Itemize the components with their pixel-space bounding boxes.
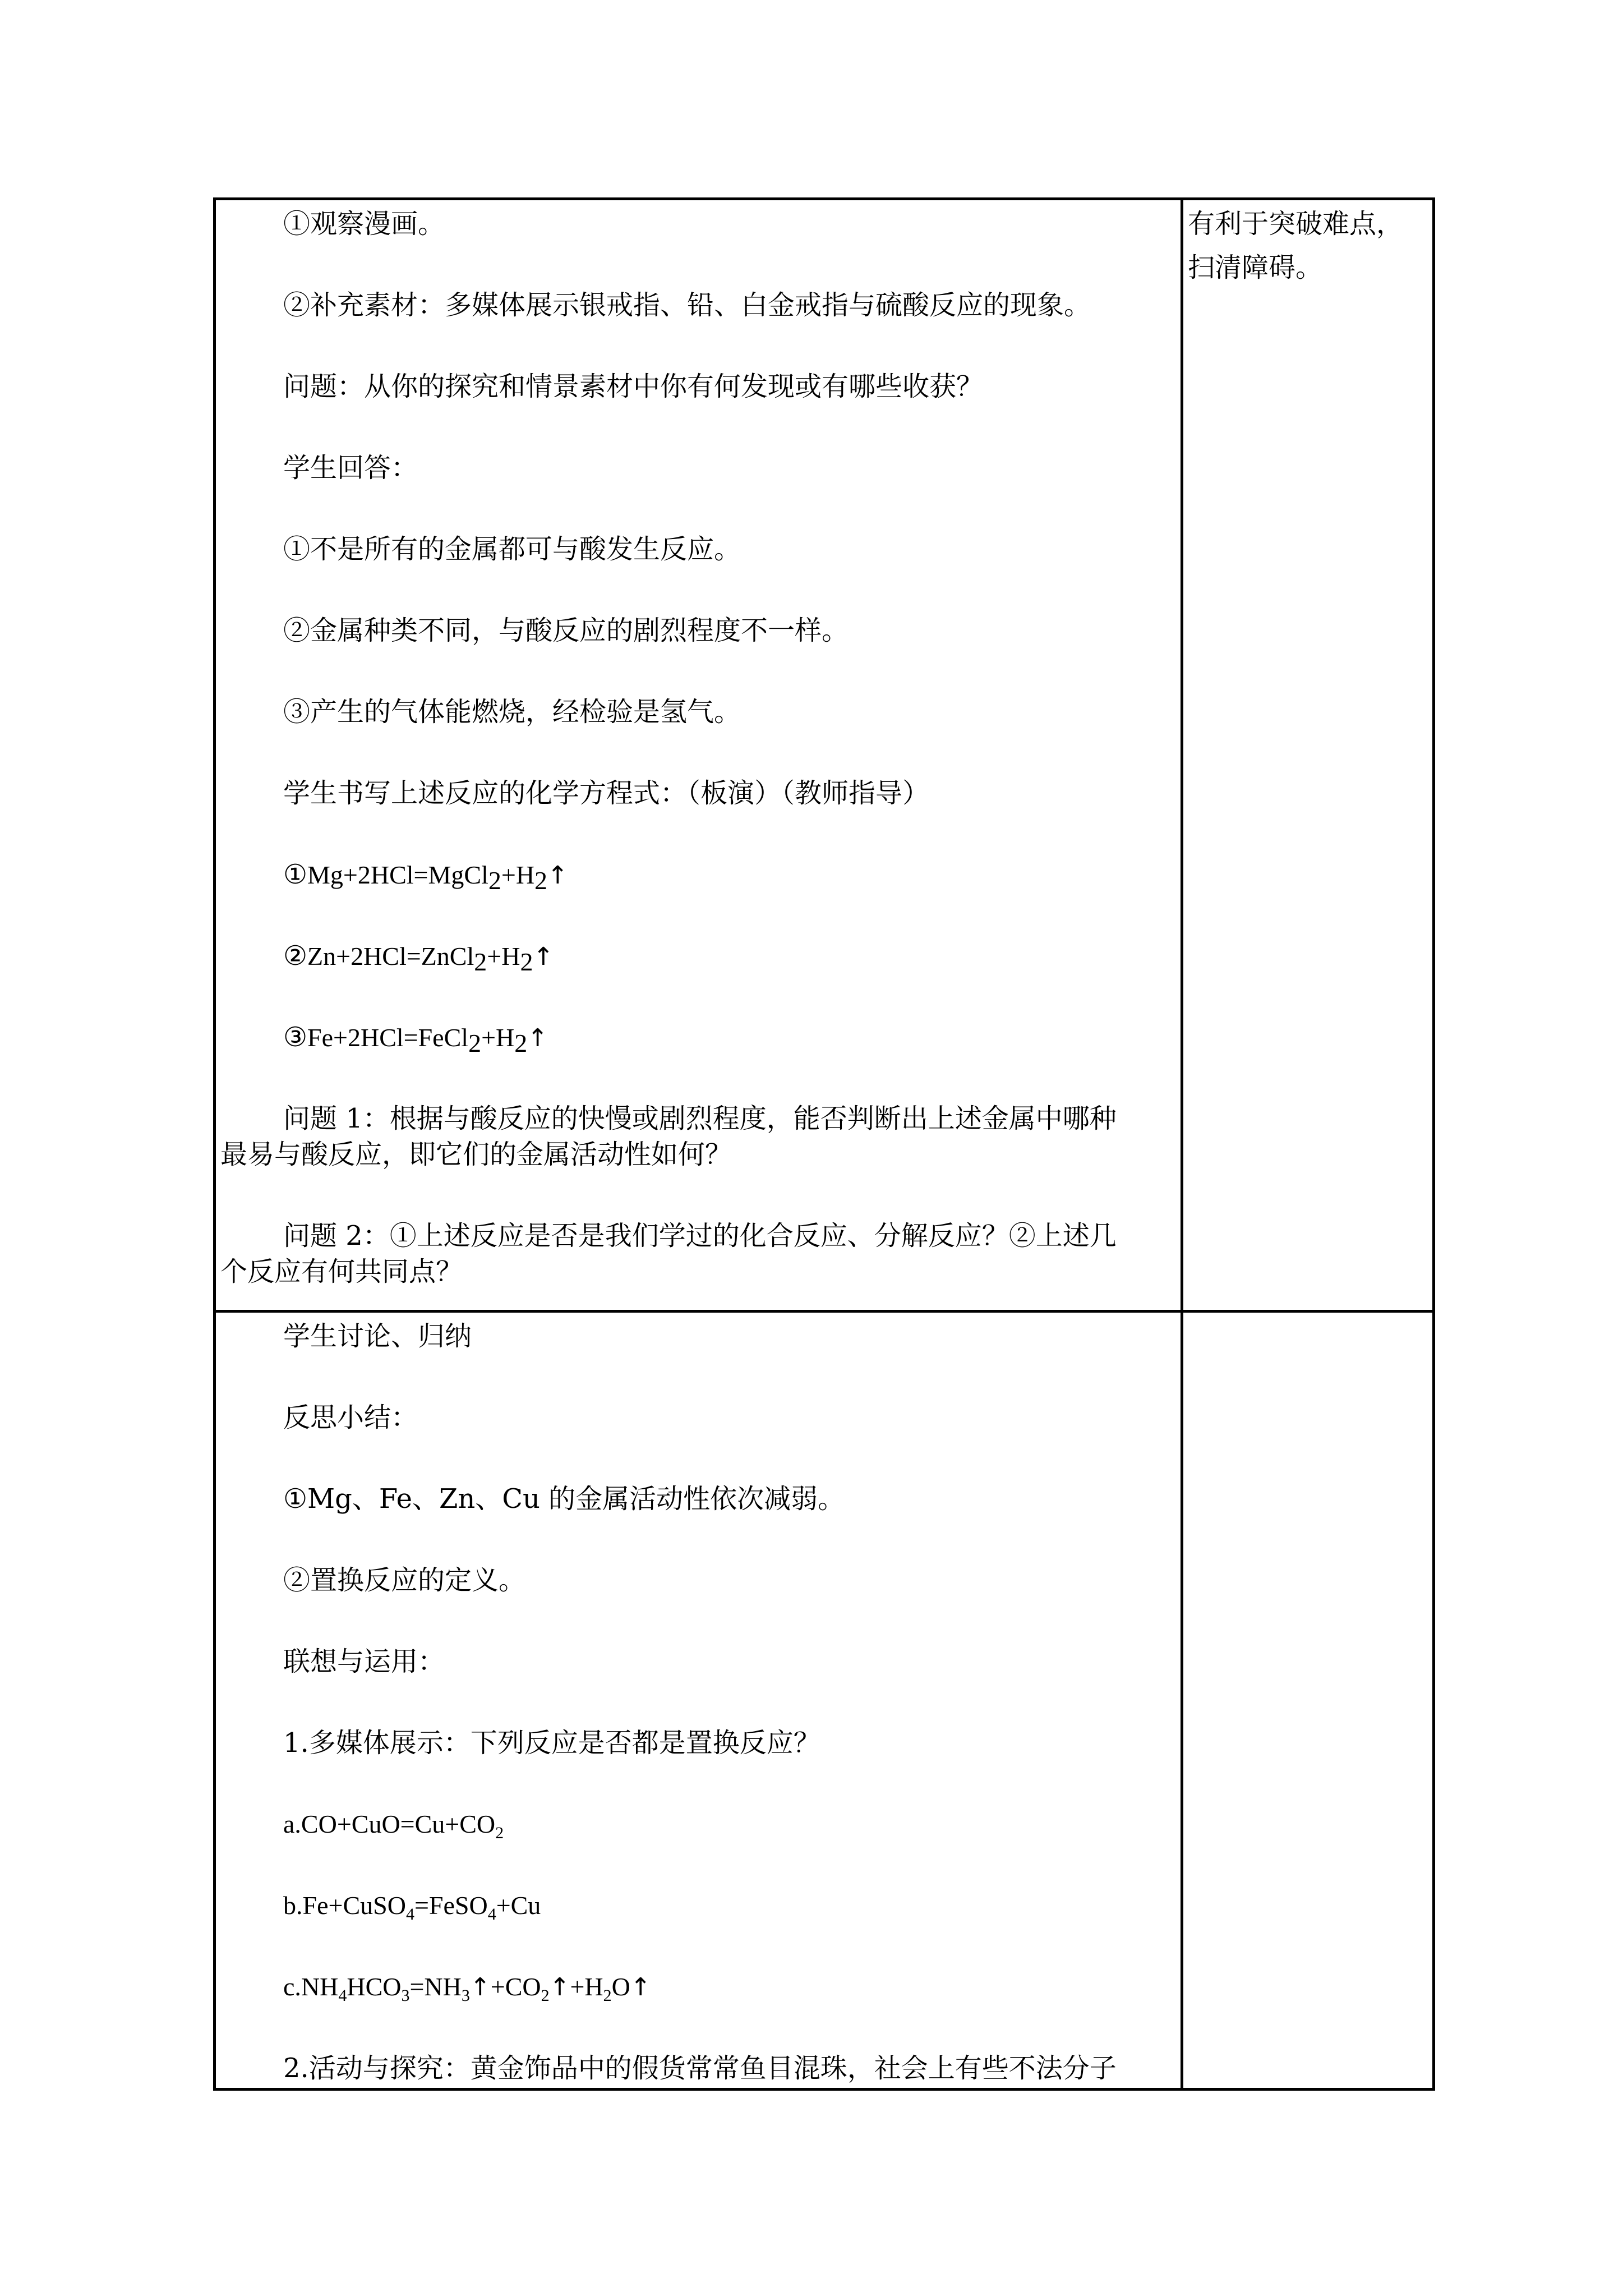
equation-text: Mg+2HCl=MgCl [307, 861, 488, 889]
equation-prefix: ③ [283, 1022, 308, 1053]
gas-arrow-icon: ↑ [630, 1973, 651, 2001]
intent-cell [1182, 199, 1434, 1312]
text-line: ②置换反应的定义。 [283, 1565, 526, 1596]
subscript: 2 [514, 1029, 528, 1057]
equation-mg [220, 857, 1178, 895]
activity-cell [215, 199, 1182, 1312]
equation-text: +Cu [496, 1891, 541, 1920]
intent-cell-empty [1182, 1312, 1434, 2090]
subscript: 3 [461, 1986, 470, 2005]
equation-prefix: ② [283, 940, 308, 972]
question-2-line-1: 问题 2：①上述反应是否是我们学过的化合反应、分解反应？②上述几 [283, 1220, 1117, 1251]
gas-arrow-icon: ↑ [527, 1024, 548, 1052]
text-line: ②金属种类不同，与酸反应的剧烈程度不一样。 [283, 615, 849, 646]
equation-text: +H [481, 1023, 515, 1052]
subscript: 3 [401, 1986, 410, 2005]
equation-text: +H [570, 1972, 603, 2001]
text-line: 联想与运用： [283, 1646, 445, 1677]
question-1 [220, 1101, 1178, 1172]
subscript: 2 [488, 866, 501, 895]
text-line: 问题：从你的探究和情景素材中你有何发现或有哪些收获？ [283, 371, 984, 402]
text-line: ①Mg、Fe、Zn、Cu 的金属活动性依次减弱。 [283, 1483, 845, 1515]
text-line: ①不是所有的金属都可与酸发生反应。 [283, 533, 741, 565]
text-line: 学生讨论、归纳 [283, 1320, 472, 1352]
equation-text: O [611, 1972, 630, 2001]
subscript: 4 [405, 1905, 414, 1924]
subscript: 2 [534, 866, 548, 895]
equation-fe [220, 1019, 1178, 1055]
question-1-line-1: 问题 1：根据与酸反应的快慢或剧烈程度，能否判断出上述金属中哪种 [283, 1103, 1117, 1134]
equation-prefix: ① [283, 859, 308, 890]
equation-text: =FeSO [414, 1891, 488, 1920]
question-2-line-2: 个反应有何共同点？ [220, 1256, 463, 1287]
equation-text: =NH [409, 1972, 462, 2001]
equation-c [220, 1969, 1178, 2005]
subscript: 2 [541, 1986, 550, 2005]
equation-text: Zn+2HCl=ZnCl [307, 942, 474, 970]
subscript: 2 [468, 1029, 482, 1057]
activity-cell [215, 1312, 1182, 2090]
equation-b [220, 1888, 1178, 1924]
question-2 [220, 1218, 1178, 1290]
lesson-table [213, 197, 1435, 2091]
subscript: 4 [338, 1986, 347, 2005]
gas-arrow-icon: ↑ [549, 1973, 570, 2001]
subscript: 2 [474, 947, 487, 976]
text-line: 2.活动与探究：黄金饰品中的假货常常鱼目混珠，社会上有些不法分子 [283, 2053, 1117, 2084]
equation-text: c.NH [283, 1972, 339, 2001]
subscript: 2 [603, 1986, 612, 2005]
table-row [215, 1312, 1434, 2090]
equation-text: Fe+2HCl=FeCl [307, 1023, 469, 1052]
text-line: ①观察漫画。 [283, 208, 445, 240]
gas-arrow-icon: ↑ [469, 1973, 491, 2001]
equation-text: +H [487, 942, 520, 970]
equation-text: HCO [347, 1972, 402, 2001]
text-line: ③产生的气体能燃烧，经检验是氢气。 [283, 696, 741, 728]
text-line: 1.多媒体展示：下列反应是否都是置换反应？ [283, 1727, 820, 1759]
equation-a [220, 1806, 1178, 1842]
equation-text: b.Fe+CuSO [283, 1891, 406, 1920]
equation-text: +H [501, 861, 535, 889]
intent-line: 有利于突破难点， [1188, 208, 1404, 240]
equation-text: +CO [490, 1972, 541, 2001]
subscript: 2 [520, 947, 533, 976]
intent-line: 扫清障碍。 [1188, 252, 1323, 283]
question-1-line-2: 最易与酸反应，即它们的金属活动性如何？ [220, 1139, 732, 1170]
text-line: 学生书写上述反应的化学方程式：（板演）（教师指导） [283, 777, 930, 809]
text-line: ②补充素材：多媒体展示银戒指、铅、白金戒指与硫酸反应的现象。 [283, 289, 1091, 321]
gas-arrow-icon: ↑ [547, 861, 568, 890]
gas-arrow-icon: ↑ [533, 942, 554, 971]
subscript: 4 [487, 1905, 496, 1924]
text-line: 反思小结： [283, 1402, 418, 1433]
table-row [215, 199, 1434, 1312]
equation-zn [220, 938, 1178, 974]
equation-text: a.CO+CuO=Cu+CO [283, 1810, 496, 1838]
subscript: 2 [495, 1824, 504, 1842]
text-line: 学生回答： [283, 452, 418, 484]
